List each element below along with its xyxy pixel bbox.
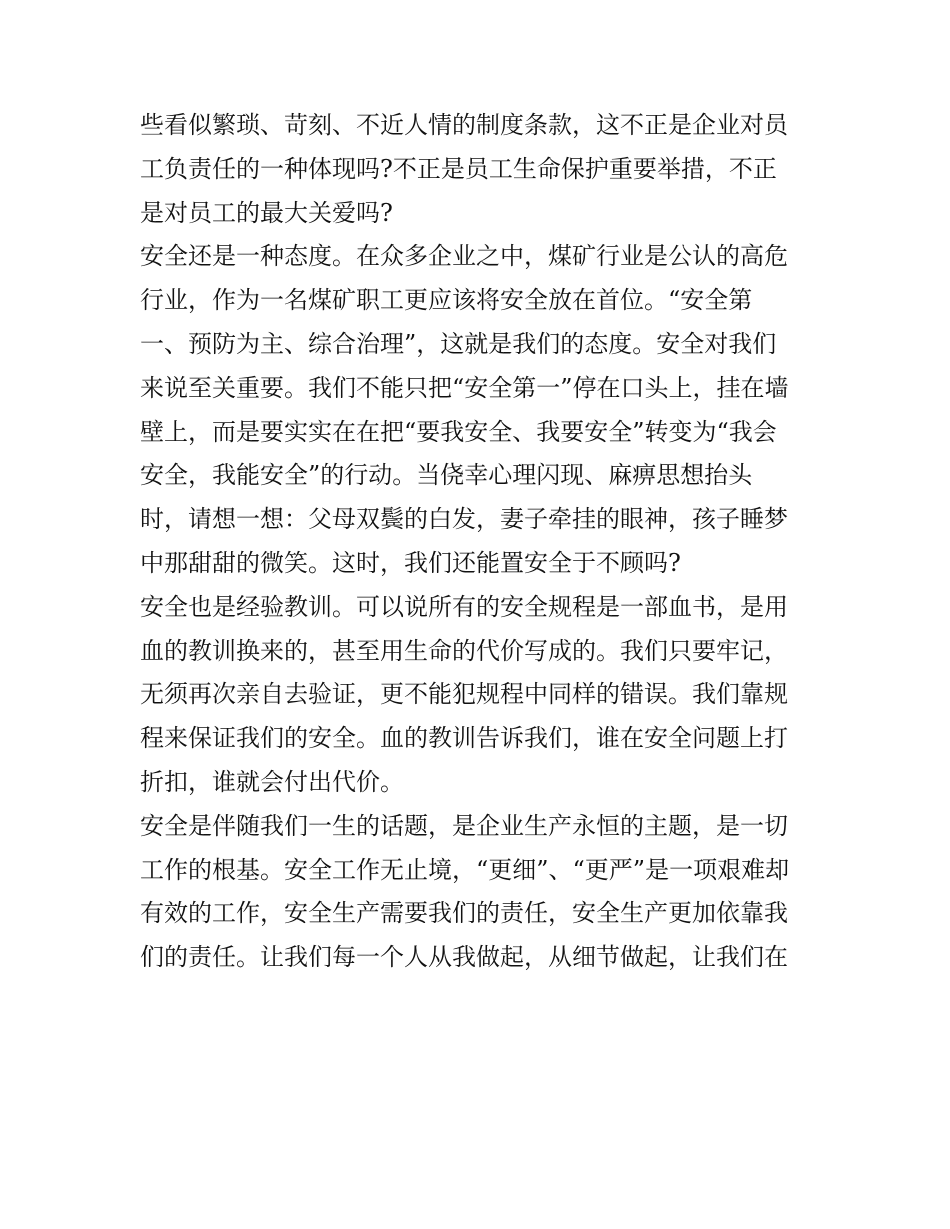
text-line: 安全是伴随我们一生的话题，是企业生产永恒的主题，是一切 (140, 811, 788, 840)
text-line: 安全，我能安全”的行动。当侥幸心理闪现、麻痹思想抬头 (140, 461, 753, 490)
text-line: 是对员工的最大关爱吗? (140, 198, 393, 227)
text-line: 些看似繁琐、苛刻、不近人情的制度条款，这不正是企业对员 (140, 111, 788, 139)
text-line: 工负责任的一种体现吗?不正是员工生命保护重要举措，不正 (140, 154, 777, 183)
text-line: 血的教训换来的，甚至用生命的代价写成的。我们只要牢记， (140, 636, 788, 665)
text-line: 一、预防为主、综合治理”，这就是我们的态度。安全对我们 (140, 329, 777, 358)
text-line: 安全也是经验教训。可以说所有的安全规程是一部血书，是用 (140, 592, 788, 621)
body-text (140, 104, 820, 980)
text-line: 来说至关重要。我们不能只把“安全第一”停在口头上，挂在墙 (140, 373, 789, 402)
text-line: 有效的工作，安全生产需要我们的责任，安全生产更加依靠我 (140, 899, 788, 928)
text-line: 们的责任。让我们每一个人从我做起，从细节做起，让我们在 (140, 943, 788, 972)
text-line: 壁上，而是要实实在在把“要我安全、我要安全”转变为“我会 (140, 417, 777, 446)
text-line: 时，请想一想：父母双鬓的白发，妻子牵挂的眼神，孩子睡梦 (140, 505, 788, 534)
text-line: 折扣，谁就会付出代价。 (140, 767, 404, 796)
text-line: 中那甜甜的微笑。这时，我们还能置安全于不顾吗? (140, 548, 681, 577)
text-line: 安全还是一种态度。在众多企业之中，煤矿行业是公认的高危 (140, 242, 788, 271)
text-line: 程来保证我们的安全。血的教训告诉我们，谁在安全问题上打 (140, 724, 788, 753)
text-line: 行业，作为一名煤矿职工更应该将安全放在首位。“安全第 (140, 286, 753, 315)
text-line: 无须再次亲自去验证，更不能犯规程中同样的错误。我们靠规 (140, 680, 788, 709)
text-line: 工作的根基。安全工作无止境，“更细”、“更严”是一项艰难却 (140, 855, 790, 884)
